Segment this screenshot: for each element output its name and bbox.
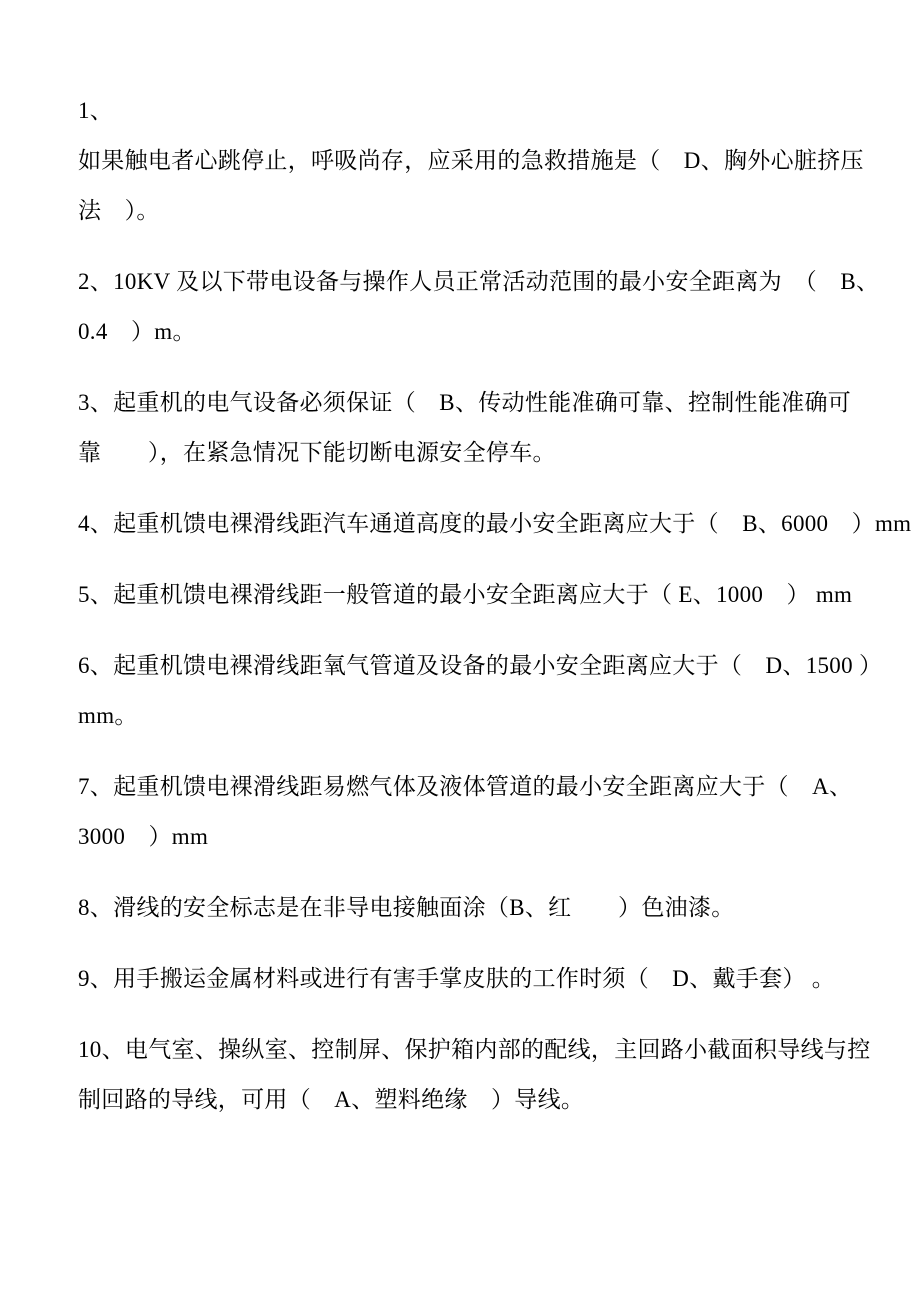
question-line: 7、起重机馈电裸滑线距易燃气体及液体管道的最小安全距离应大于（ A、	[78, 774, 853, 799]
question-paragraph	[78, 954, 862, 1004]
question-line: 3000 ）mm	[78, 824, 209, 849]
question-paragraph	[78, 378, 862, 478]
question-line: 0.4 ）m。	[78, 319, 196, 344]
question-paragraph	[78, 499, 912, 549]
question-paragraph	[78, 1025, 871, 1125]
question-paragraph	[78, 570, 862, 620]
question-line: 8、滑线的安全标志是在非导电接触面涂（B、红 ）色油漆。	[78, 895, 735, 920]
question-line: 5、起重机馈电裸滑线距一般管道的最小安全距离应大于（ E、1000 ） mm	[78, 582, 853, 607]
question-paragraph	[78, 762, 862, 862]
question-line: 法 ）。	[78, 198, 160, 223]
question-line: 3、起重机的电气设备必须保证（ B、传动性能准确可靠、控制性能准确可	[78, 390, 852, 415]
question-paragraph	[78, 883, 862, 933]
question-line: 4、起重机馈电裸滑线距汽车通道高度的最小安全距离应大于（ B、6000 ）mm	[78, 511, 912, 536]
question-line: 如果触电者心跳停止，呼吸尚存，应采用的急救措施是（ D、胸外心脏挤压	[78, 148, 864, 173]
question-line: 制回路的导线，可用（ A、塑料绝缘 ）导线。	[78, 1087, 585, 1112]
question-line: 10、电气室、操纵室、控制屏、保护箱内部的配线，主回路小截面积导线与控	[78, 1037, 871, 1062]
question-line: 2、10KV 及以下带电设备与操作人员正常活动范围的最小安全距离为 （ B、	[78, 269, 880, 294]
question-line: 9、用手搬运金属材料或进行有害手掌皮肤的工作时须（ D、戴手套） 。	[78, 966, 836, 991]
question-line: 靠 ），在紧急情况下能切断电源安全停车。	[78, 440, 556, 465]
question-line: 6、起重机馈电裸滑线距氧气管道及设备的最小安全距离应大于（ D、1500 ）	[78, 653, 883, 678]
question-paragraph	[78, 86, 862, 236]
question-line: mm。	[78, 703, 138, 728]
question-paragraph	[78, 257, 880, 357]
question-line: 1、	[78, 98, 114, 123]
question-paragraph	[78, 641, 883, 741]
